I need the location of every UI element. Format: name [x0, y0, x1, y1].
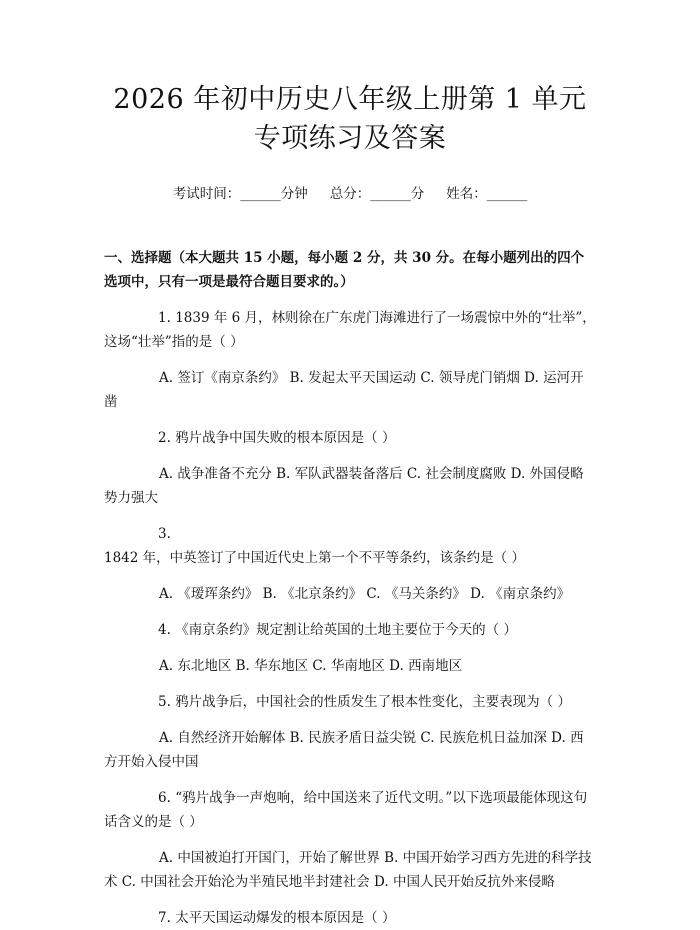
question-stem — [104, 906, 596, 930]
section-heading: 一、选择题（本大题共 15 小题，每小题 2 分，共 30 分。在每小题列出的四个选项中，只有一项是最符合题目要求的。） — [104, 250, 585, 290]
question-options: A. 自然经济开始解体 B. 民族矛盾日益尖锐 C. 民族危机日益加深 D. 西方开始入侵中国 — [104, 730, 584, 770]
question-stem — [104, 306, 596, 354]
question-options: A. 中国被迫打开国门，开始了解世界 B. 中国开始学习西方先进的科学技术 C. 中国社会开始沦为半殖民地半封建社会 D. 中国人民开始反抗外来侵略 — [104, 850, 592, 890]
question-stem — [104, 426, 596, 450]
question-number: 4. — [158, 622, 171, 638]
question-stem — [104, 618, 596, 642]
question-options: A. 《瑷珲条约》 B. 《北京条约》 C. 《马关条约》 D. 《南京条约》 — [159, 586, 571, 602]
question-options: A. 签订《南京条约》 B. 发起太平天国运动 C. 领导虎门销烟 D. 运河开凿 — [104, 370, 584, 410]
question-text: 鸦片战争后，中国社会的性质发生了根本性变化，主要表现为（ ） — [175, 694, 571, 710]
question-number: 2. — [158, 430, 171, 446]
question-number: 6. — [158, 790, 171, 806]
question-stem — [104, 522, 596, 570]
question-stem — [104, 690, 596, 714]
question-options: A. 东北地区 B. 华东地区 C. 华南地区 D. 西南地区 — [159, 658, 463, 674]
question-options: A. 战争准备不充分 B. 军队武器装备落后 C. 社会制度腐败 D. 外国侵略势力强大 — [104, 466, 584, 506]
exam-meta — [104, 184, 596, 204]
document-title: 2026 年初中历史八年级上册第 1 单元专项练习及答案 — [113, 84, 587, 154]
question-stem — [104, 786, 596, 834]
question-text: 太平天国运动爆发的根本原因是（ ） — [175, 910, 396, 926]
question-text: “鸦片战争一声炮响，给中国送来了近代文明。”以下选项最能体现这句话含义的是（ ） — [104, 790, 588, 830]
question-text: 1842 年，中英签订了中国近代史上第一个不平等条约，该条约是（ ） — [104, 550, 525, 566]
question-number: 1. — [158, 310, 171, 326]
question-text: 鸦片战争中国失败的根本原因是（ ） — [175, 430, 396, 446]
question-number: 5. — [158, 694, 171, 710]
question-text: 1839 年 6 月，林则徐在广东虎门海滩进行了一场震惊中外的“壮举”，这场“壮举”指的是（ ） — [104, 310, 596, 350]
question-number: 7. — [158, 910, 171, 926]
question-text: 《南京条约》规定割让给英国的土地主要位于今天的（ ） — [175, 622, 517, 638]
question-number: 3. — [158, 526, 171, 542]
exam-time: 考试时间：______分钟 — [172, 186, 308, 202]
question-list — [104, 306, 596, 930]
student-name: 姓名：______ — [446, 186, 528, 202]
exam-total-score: 总分：______分 — [329, 186, 425, 202]
